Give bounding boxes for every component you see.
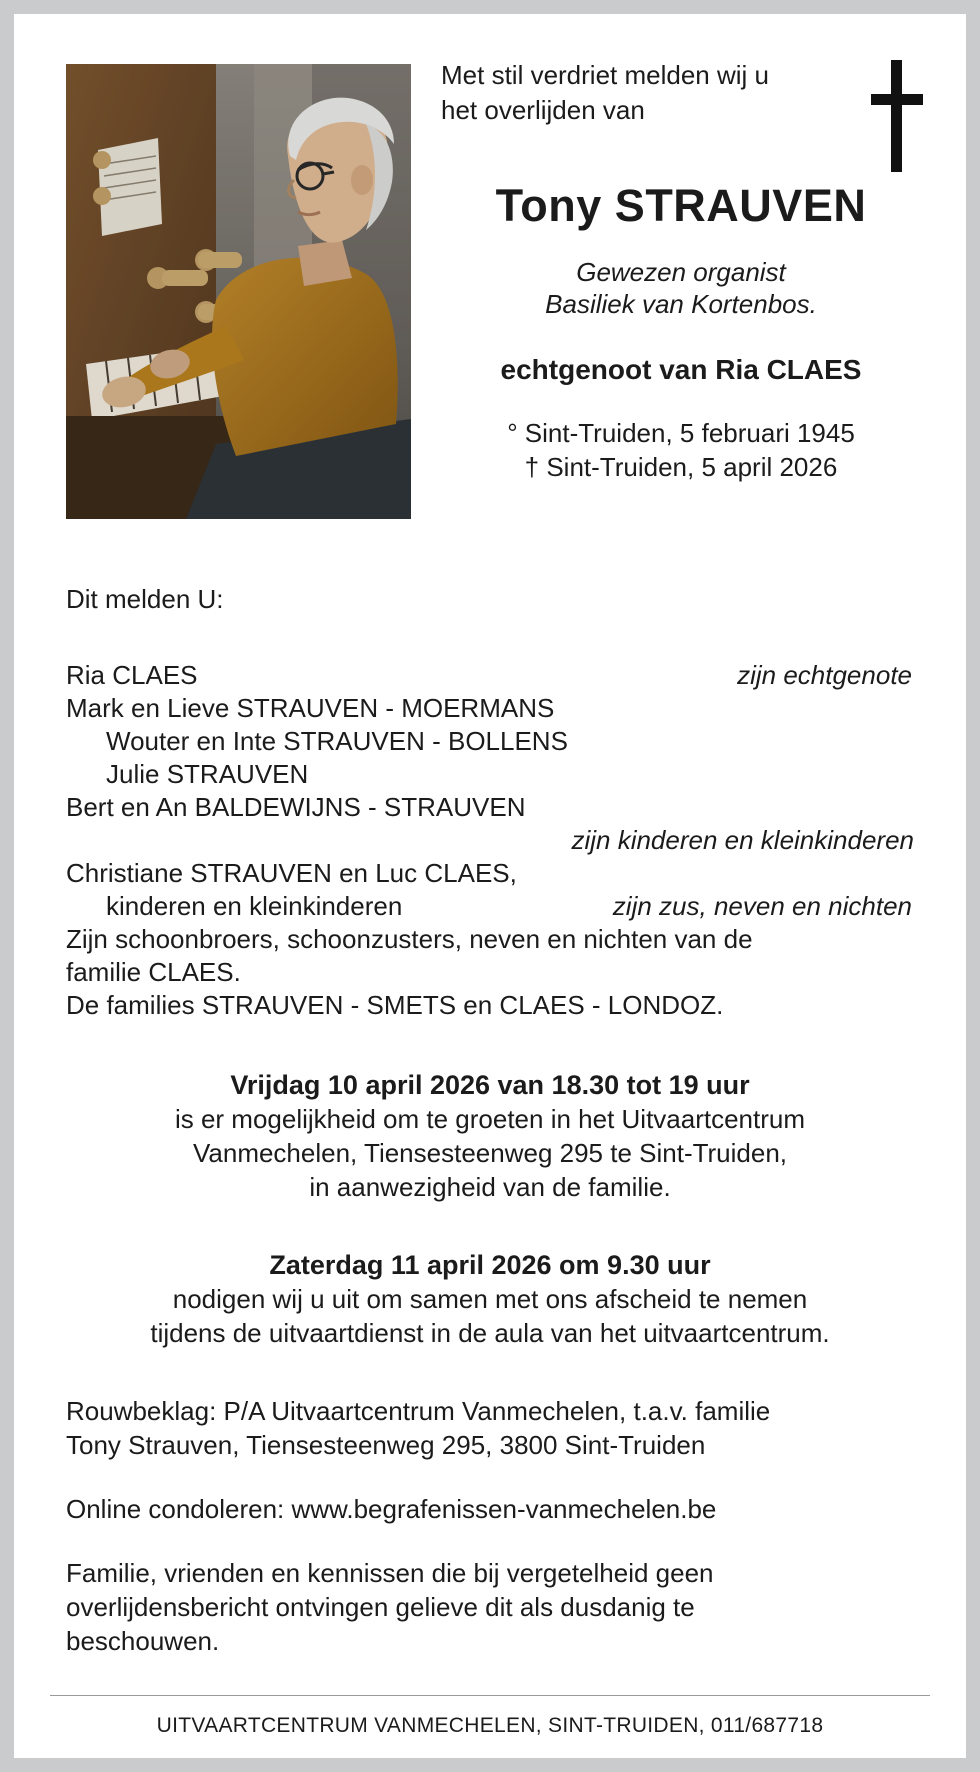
- role-line-2: Basiliek van Kortenbos.: [545, 289, 817, 319]
- announce-label: Dit melden U:: [66, 584, 224, 614]
- sister-relation: zijn zus, neven en nichten: [612, 891, 912, 921]
- condolence-address: [66, 1394, 914, 1462]
- family-row-families: De families STRAUVEN - SMETS en CLAES - LONDOZ.: [66, 990, 724, 1020]
- service-visitation: [66, 1068, 914, 1204]
- family-row-grandchild-1: Wouter en Inte STRAUVEN - BOLLENS: [106, 726, 568, 756]
- condolence-address-line-1: Rouwbeklag: P/A Uitvaartcentrum Vanmechelen, t.a.v. familie: [66, 1396, 771, 1426]
- family-row-widow: [66, 659, 914, 692]
- footer-text: UITVAARTCENTRUM VANMECHELEN, SINT-TRUIDEN, 011/687718: [156, 1714, 824, 1737]
- service-funeral-line-2: tijdens de uitvaartdienst in de aula van het uitvaartcentrum.: [150, 1318, 830, 1348]
- spouse-line: echtgenoot van Ria CLAES: [500, 354, 862, 385]
- general-notice-line-3: beschouwen.: [66, 1626, 220, 1656]
- card-inner: [14, 14, 966, 1758]
- family-list: [66, 659, 914, 1022]
- service-funeral-line-1: nodigen wij u uit om samen met ons afscheid te nemen: [172, 1284, 808, 1314]
- organist-photo-illustration: [66, 64, 411, 519]
- deceased-photo: [66, 64, 411, 519]
- intro-line-2: het overlijden van: [441, 95, 645, 125]
- widow-relation: zijn echtgenote: [737, 660, 912, 690]
- family-row-sister-children: [66, 890, 914, 923]
- death-date: † Sint-Truiden, 5 april 2026: [524, 452, 838, 482]
- header-text: [441, 58, 921, 484]
- header-block: [66, 58, 914, 528]
- online-condolence[interactable]: Online condoleren: www.begrafenissen-vanmechelen.be: [66, 1494, 717, 1524]
- footer-divider: [50, 1695, 930, 1696]
- family-row-grandchild-2: Julie STRAUVEN: [106, 759, 309, 789]
- family-row-child-1: Mark en Lieve STRAUVEN - MOERMANS: [66, 693, 555, 723]
- general-notice-line-2: overlijdensbericht ontvingen gelieve dit als dusdanig te: [66, 1592, 695, 1622]
- closing-paragraphs: [66, 1394, 914, 1658]
- cross-icon: [865, 60, 927, 172]
- service-visitation-line-3: in aanwezigheid van de familie.: [309, 1172, 671, 1202]
- service-visitation-title: Vrijdag 10 april 2026 van 18.30 tot 19 uur: [230, 1070, 750, 1100]
- birth-date: ° Sint-Truiden, 5 februari 1945: [507, 418, 855, 448]
- service-funeral-title: Zaterdag 11 april 2026 om 9.30 uur: [269, 1250, 711, 1280]
- condolence-address-line-2: Tony Strauven, Tiensesteenweg 295, 3800 Sint-Truiden: [66, 1430, 706, 1460]
- service-visitation-line-2: Vanmechelen, Tiensesteenweg 295 te Sint-Truiden,: [192, 1138, 788, 1168]
- service-funeral: [66, 1248, 914, 1350]
- general-notice-line-1: Familie, vrienden en kennissen die bij vergetelheid geen: [66, 1558, 714, 1588]
- widow-name: Ria CLAES: [66, 660, 198, 690]
- family-row-inlaws-1: Zijn schoonbroers, schoonzusters, neven en nichten van de: [66, 924, 753, 954]
- role-line-1: Gewezen organist: [576, 257, 786, 287]
- sister-children: kinderen en kleinkinderen: [106, 891, 403, 921]
- children-relation: zijn kinderen en kleinkinderen: [571, 825, 914, 855]
- service-visitation-line-1: is er mogelijkheid om te groeten in het Uitvaartcentrum: [174, 1104, 806, 1134]
- general-notice: [66, 1556, 914, 1658]
- family-row-sister: Christiane STRAUVEN en Luc CLAES,: [66, 858, 517, 888]
- family-row-child-2: Bert en An BALDEWIJNS - STRAUVEN: [66, 792, 526, 822]
- deceased-name: Tony STRAUVEN: [495, 180, 867, 231]
- family-row-inlaws-2: familie CLAES.: [66, 957, 241, 987]
- memorial-card: [14, 14, 966, 1758]
- intro-line-1: Met stil verdriet melden wij u: [441, 60, 769, 90]
